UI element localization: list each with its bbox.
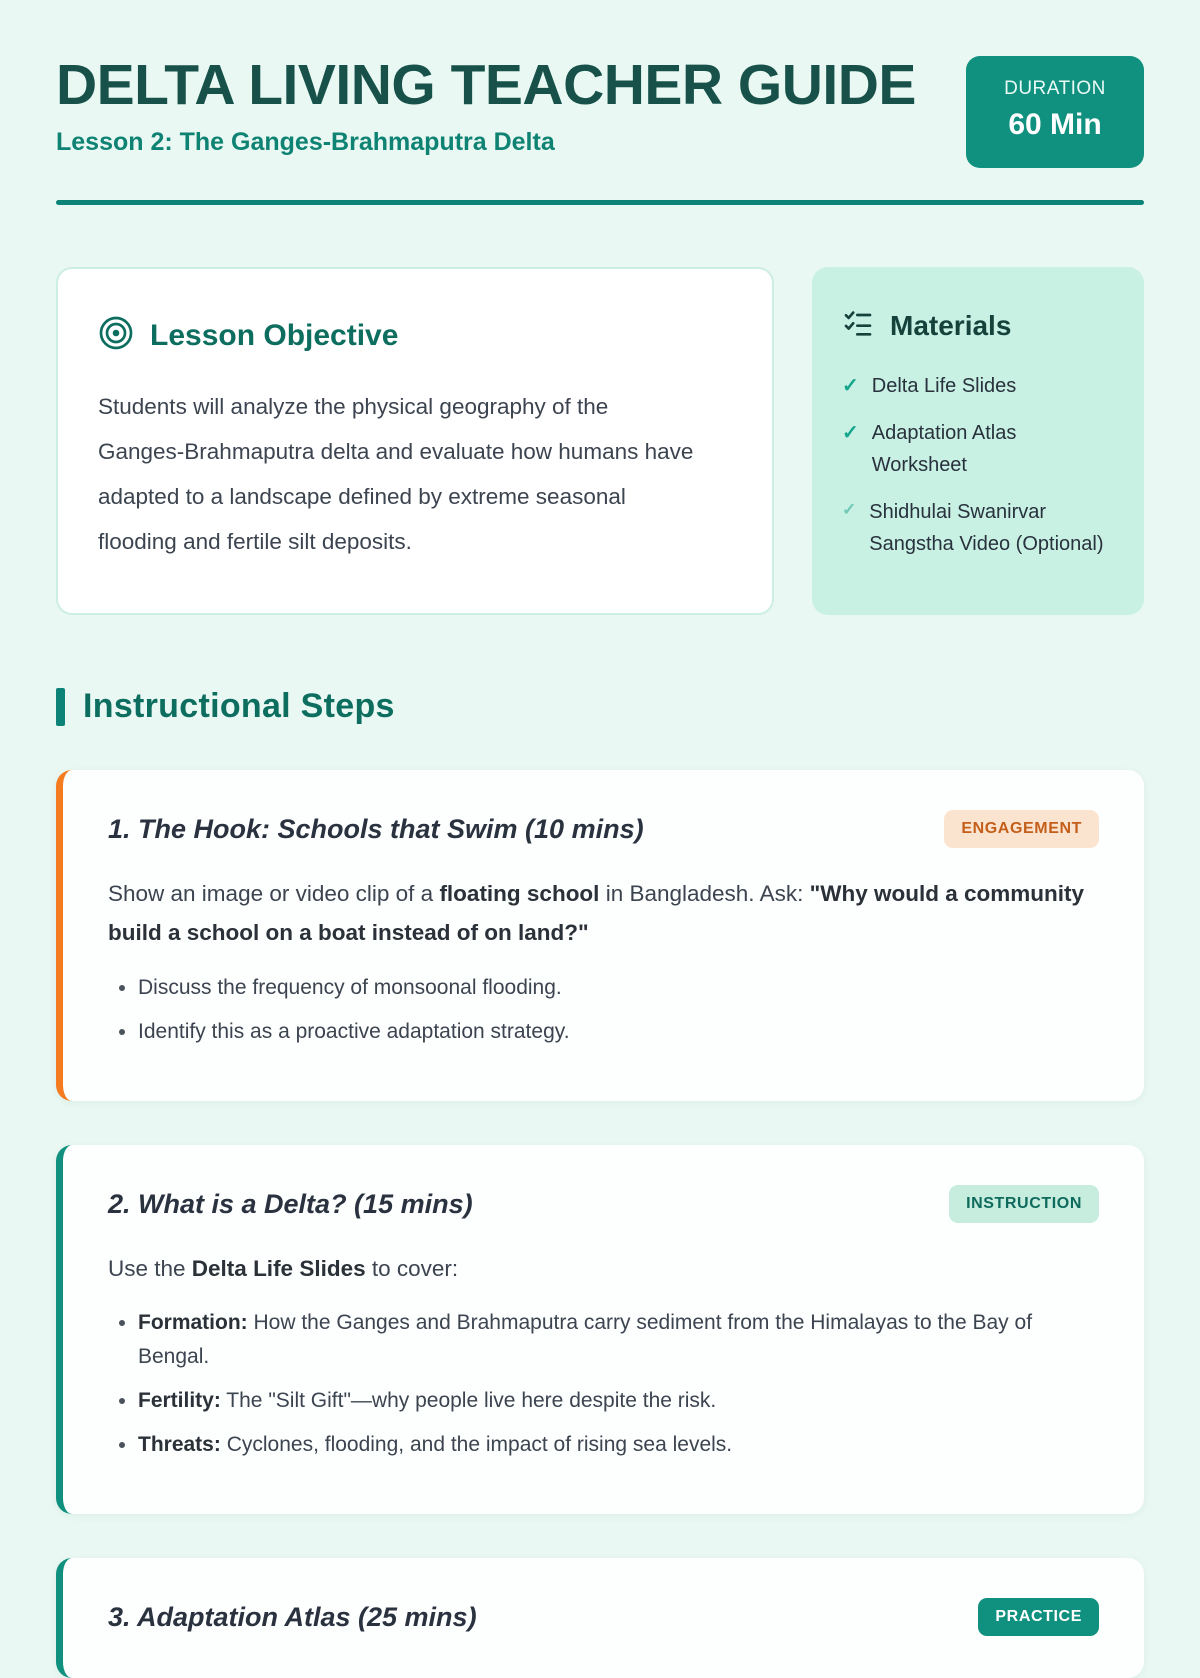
body-question: "Why would a community build a school on a boat instead of on land?" [108, 881, 1085, 946]
objective-title: Lesson Objective [150, 318, 399, 352]
step-card-2 [56, 1145, 1144, 1514]
body-text: in Bangladesh. Ask: [599, 881, 810, 906]
bullet-item: • Discuss the frequency of monsoonal flooding. [138, 971, 1099, 1004]
step-head [108, 1598, 1099, 1636]
objective-title-row [98, 315, 732, 356]
objective-body: Students will analyze the physical geography of the Ganges-Brahmaputra delta and evaluate how humans have adapted to a landscape defined by extreme seasonal flooding and fertile silt deposits. [98, 394, 694, 554]
bullet-item: • Identify this as a proactive adaptation strategy. [138, 1015, 1099, 1048]
page-subtitle: Lesson 2: The Ganges-Brahmaputra Delta [56, 127, 555, 156]
body-text: to cover: [365, 1256, 459, 1282]
materials-title: Materials [890, 309, 1012, 341]
step-body [108, 1249, 1099, 1288]
bullet-label: Formation: [138, 1311, 248, 1335]
checklist-icon [842, 307, 874, 344]
step-head [108, 810, 1099, 848]
materials-list [842, 370, 1114, 560]
step-title: 2. What is a Delta? (15 mins) [108, 1188, 473, 1219]
bullet-item [138, 1384, 1099, 1417]
step-card-1 [56, 770, 1144, 1101]
duration-badge [966, 56, 1144, 168]
step-card-3 [56, 1558, 1144, 1678]
check-icon: ✓ [842, 500, 857, 519]
section-accent-bar [56, 688, 65, 726]
check-icon: ✓ [842, 375, 859, 397]
step-badge-instruction: INSTRUCTION [949, 1185, 1099, 1223]
duration-value: 60 Min [1008, 108, 1102, 141]
material-label: Shidhulai Swanirvar Sangstha Video (Optional) [869, 501, 1104, 555]
duration-label: DURATION [1004, 78, 1106, 99]
step-bullets [108, 971, 1099, 1048]
body-text: Use the [108, 1256, 192, 1282]
bullet-text: Cyclones, flooding, and the impact of rising sea levels. [220, 1432, 733, 1456]
header [56, 53, 1144, 168]
bullet-item [138, 1306, 1099, 1372]
body-text: Show an image or video clip of a [108, 881, 440, 906]
header-divider [56, 200, 1144, 205]
check-icon: ✓ [842, 422, 859, 444]
step-badge-practice: PRACTICE [978, 1598, 1099, 1636]
instructional-steps-header [56, 687, 1144, 726]
material-item [842, 496, 1114, 560]
target-icon [98, 315, 134, 356]
bullet-item [138, 1428, 1099, 1461]
step-title: 1. The Hook: Schools that Swim (10 mins) [108, 813, 644, 844]
material-label: Adaptation Atlas Worksheet [871, 422, 1017, 476]
bullet-label: Threats: [138, 1432, 221, 1456]
header-text [56, 53, 916, 157]
step-head [108, 1185, 1099, 1223]
bullet-text: How the Ganges and Brahmaputra carry sediment from the Himalayas to the Bay of Bengal. [138, 1311, 1033, 1368]
bullet-text: The "Silt Gift"—why people live here despite the risk. [220, 1388, 717, 1412]
bullet-label: Fertility: [138, 1388, 221, 1412]
material-item [842, 417, 1114, 481]
materials-card [812, 267, 1144, 615]
body-bold: floating school [439, 881, 600, 906]
step-title: 3. Adaptation Atlas (25 mins) [108, 1601, 477, 1632]
material-label: Delta Life Slides [871, 375, 1017, 397]
overview-row [56, 267, 1144, 615]
step-badge-engagement: ENGAGEMENT [944, 810, 1099, 848]
body-bold: Delta Life Slides [191, 1256, 366, 1282]
step-bullets [108, 1306, 1099, 1461]
lesson-objective-card [56, 267, 774, 615]
step-body [108, 874, 1099, 953]
section-title: Instructional Steps [83, 687, 395, 725]
page-title: DELTA LIVING TEACHER GUIDE [56, 53, 916, 117]
materials-title-row [842, 307, 1114, 344]
material-item [842, 370, 1114, 402]
